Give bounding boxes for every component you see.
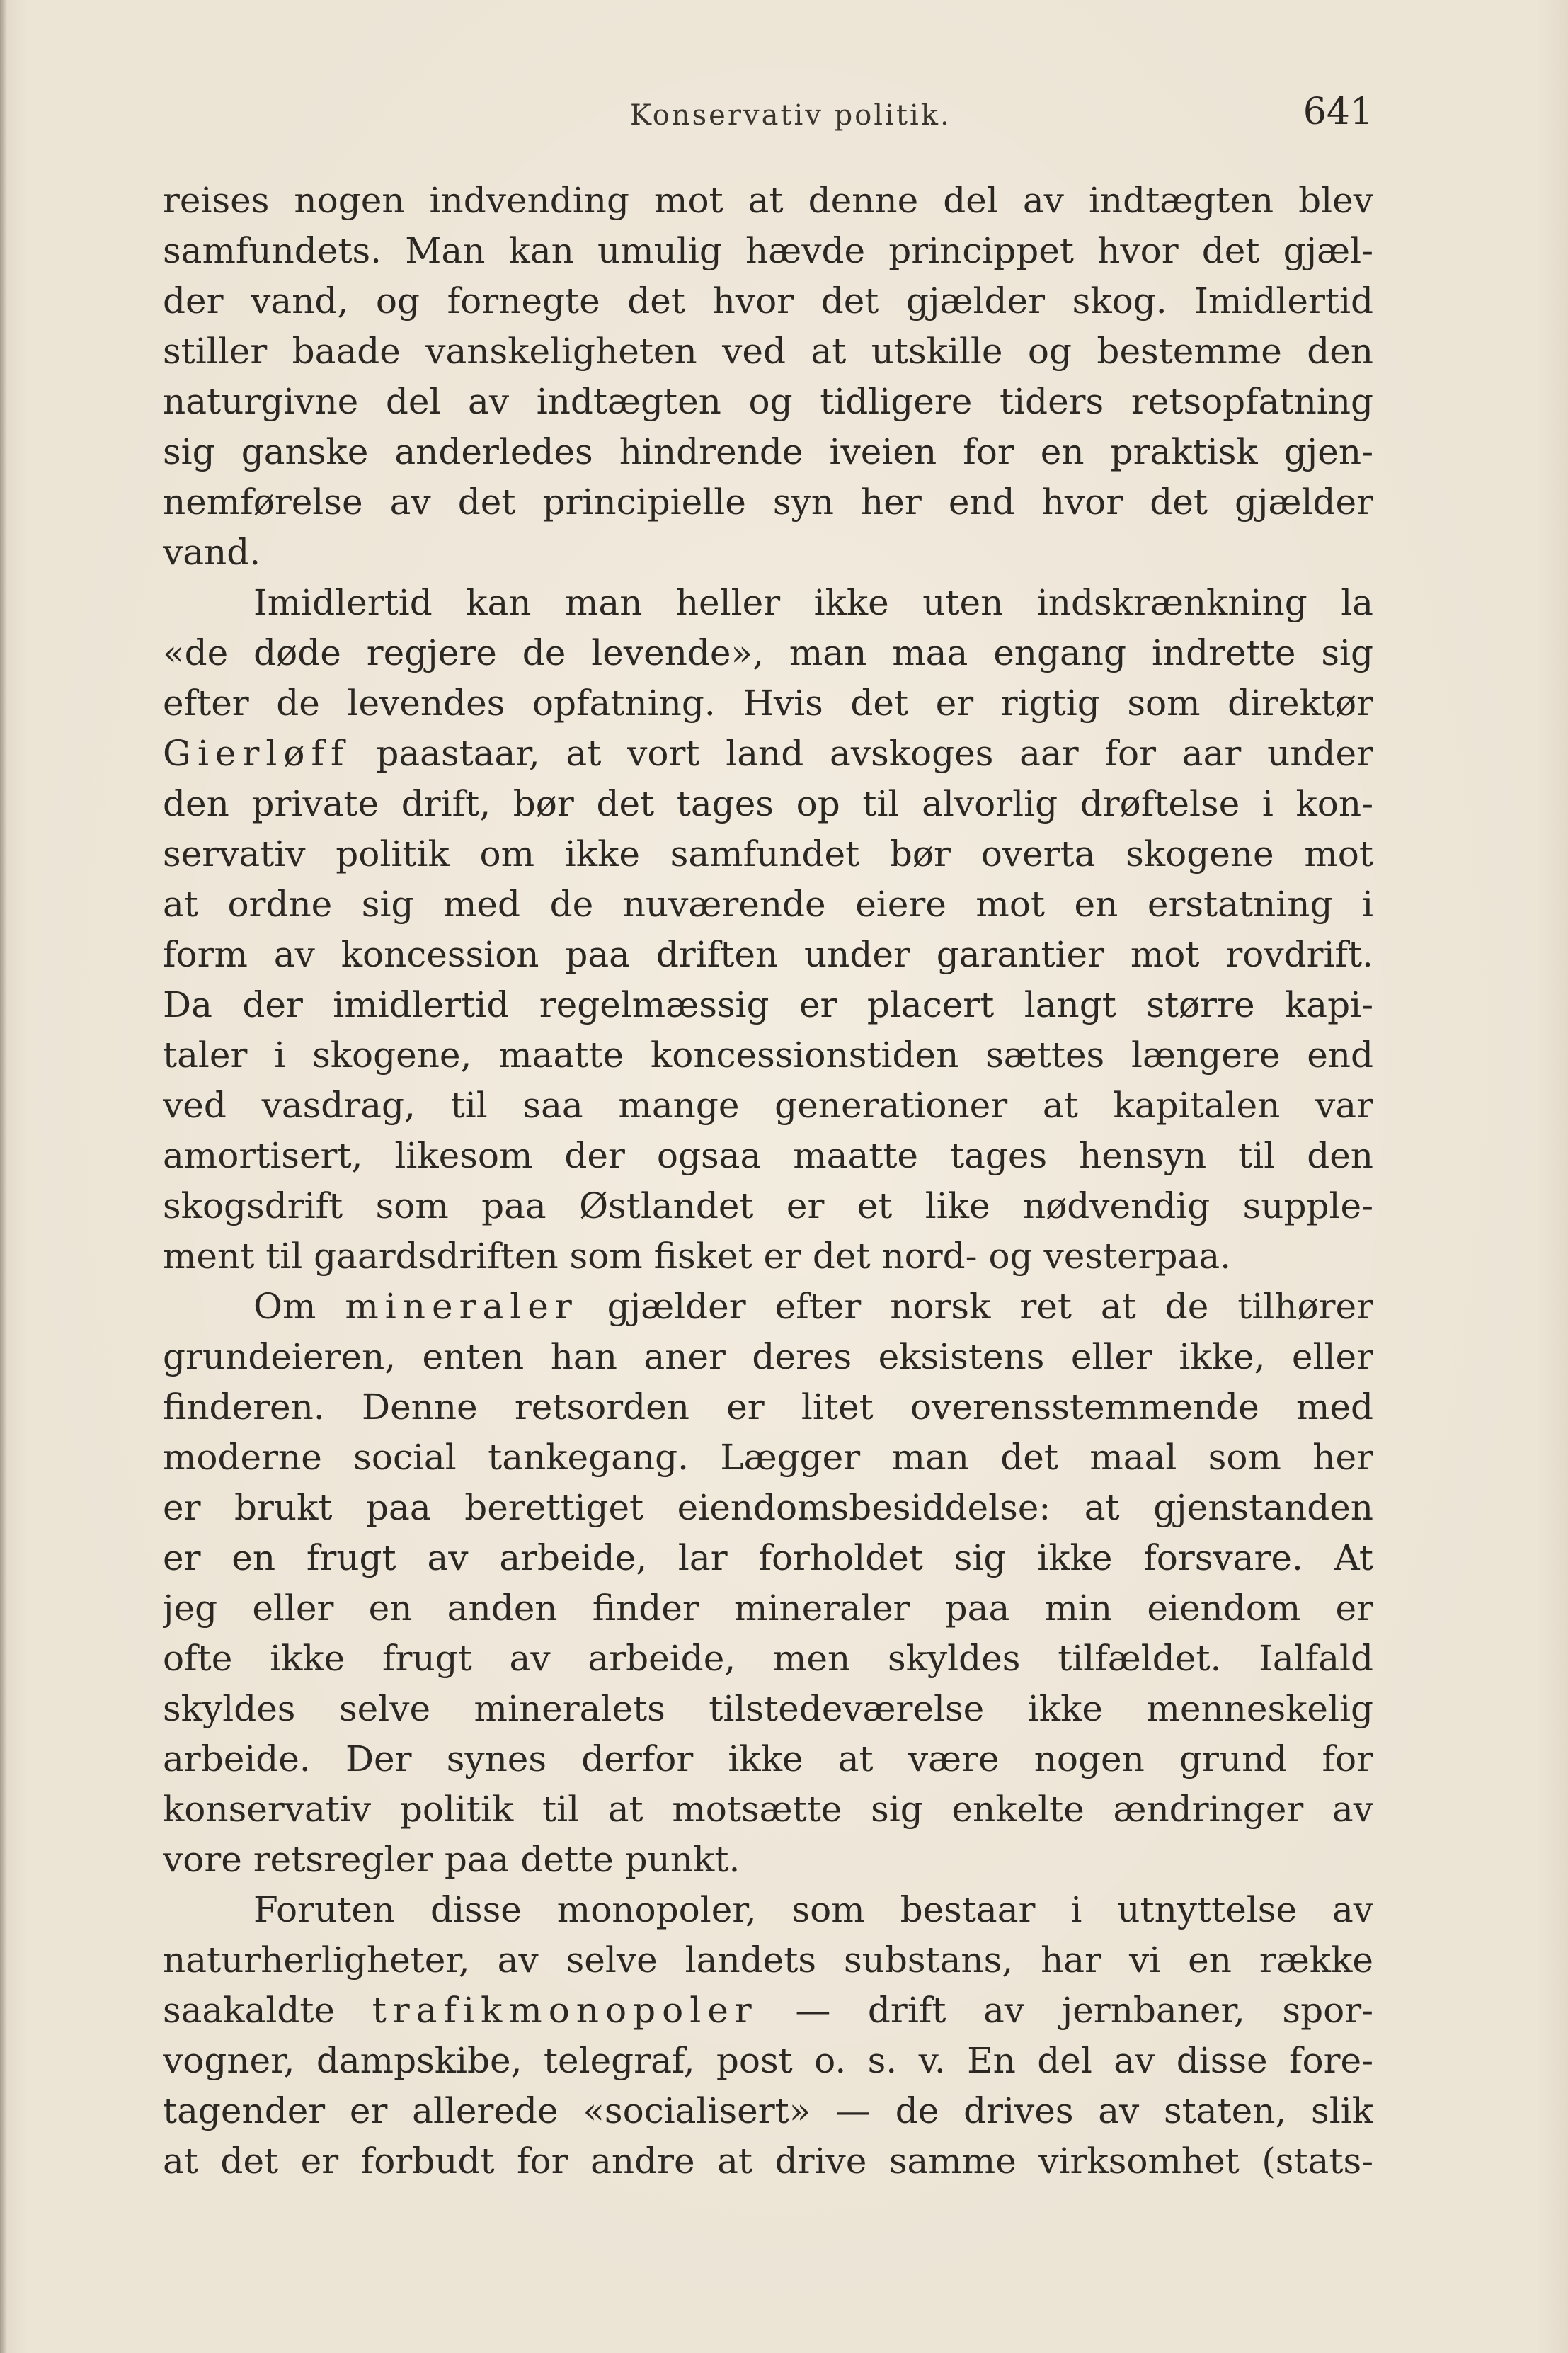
text-line: efter de levendes opfatning. Hvis det er rigtig som direktør — [163, 683, 1373, 724]
text-line: sig ganske anderledes hindrende iveien for en praktisk gjen- — [163, 431, 1373, 472]
text-line: er en frugt av arbeide, lar forholdet sig ikke forsvare. At — [163, 1537, 1373, 1578]
running-title: Konservativ politik. — [630, 99, 951, 132]
body-text — [163, 176, 1373, 2187]
text-line: servativ politik om ikke samfundet bør overta skogene mot — [163, 833, 1373, 874]
text-line: nemførelse av det principielle syn her end hvor det gjælder — [163, 482, 1373, 523]
text-line: naturherligheter, av selve landets substans, har vi en række — [163, 1939, 1373, 1981]
page-number: 641 — [1303, 91, 1373, 133]
line-post: paastaar, at vort land avskoges aar for aar under — [350, 733, 1373, 774]
line-post: gjælder efter norsk ret at de tilhører — [578, 1286, 1373, 1327]
text-line: ofte ikke frugt av arbeide, men skyldes tilfældet. Ialfald — [163, 1638, 1373, 1679]
text-line: moderne social tankegang. Lægger man det maal som her — [163, 1437, 1373, 1478]
text-line: amortisert, likesom der ogsaa maatte tages hensyn til den — [163, 1135, 1373, 1176]
emphasized-name: Gierløff — [163, 733, 350, 774]
text-line: er brukt paa berettiget eiendomsbesiddelse: at gjenstanden — [163, 1487, 1373, 1528]
text-line: jeg eller en anden finder mineraler paa min eiendom er — [163, 1588, 1373, 1629]
text-line: den private drift, bør det tages op til alvorlig drøftelse i kon- — [163, 783, 1373, 824]
spine-shadow — [0, 0, 7, 2353]
text-line: tagender er allerede «socialisert» — de drives av staten, slik — [163, 2090, 1373, 2131]
text-line: «de døde regjere de levende», man maa engang indrette sig — [163, 632, 1373, 673]
text-line: at det er forbudt for andre at drive samme virksomhet (stats- — [163, 2141, 1373, 2182]
text-line: grundeieren, enten han aner deres eksistens eller ikke, eller — [163, 1336, 1373, 1377]
text-line: naturgivne del av indtægten og tidligere tiders retsopfatning — [163, 381, 1373, 422]
text-line — [163, 729, 1373, 779]
text-line: samfundets. Man kan umulig hævde princippet hvor det gjæl- — [163, 230, 1373, 271]
text-line: konservativ politik til at motsætte sig enkelte ændringer av — [163, 1789, 1373, 1830]
text-line: der vand, og fornegte det hvor det gjælder skog. Imidlertid — [163, 280, 1373, 321]
text-line: skogsdrift som paa Østlandet er et like nødvendig supple- — [163, 1185, 1373, 1226]
text-line — [163, 1282, 1373, 1332]
text-line: vore retsregler paa dette punkt. — [163, 1839, 740, 1880]
text-line: Imidlertid kan man heller ikke uten indskrænkning la — [253, 582, 1373, 623]
text-line: form av koncession paa driften under garantier mot rovdrift. — [163, 934, 1373, 975]
text-line: at ordne sig med de nuværende eiere mot en erstatning i — [163, 884, 1373, 925]
text-line: taler i skogene, maatte koncessionstiden sættes længere end — [163, 1035, 1373, 1076]
text-line: Da der imidlertid regelmæssig er placert langt større kapi- — [163, 984, 1373, 1025]
text-line: arbeide. Der synes derfor ikke at være nogen grund for — [163, 1738, 1373, 1779]
text-line: ved vasdrag, til saa mange generationer at kapitalen var — [163, 1085, 1373, 1126]
text-line — [163, 1985, 1373, 2036]
text-line: reises nogen indvending mot at denne del av indtægten blev — [163, 180, 1373, 221]
text-line: stiller baade vanskeligheten ved at utskille og bestemme den — [163, 331, 1373, 372]
emphasized-term: trafikmonopoler — [372, 1990, 758, 2031]
line-pre: saakaldte — [163, 1990, 372, 2031]
line-pre: Om — [253, 1286, 345, 1327]
text-line: finderen. Denne retsorden er litet overensstemmende med — [163, 1386, 1373, 1428]
text-line: Foruten disse monopoler, som bestaar i utnyttelse av — [253, 1889, 1373, 1930]
text-line: skyldes selve mineralets tilstedeværelse ikke menneskelig — [163, 1688, 1373, 1729]
emphasized-term: mineraler — [345, 1286, 578, 1327]
page-header — [163, 91, 1373, 147]
text-line: vand. — [163, 532, 261, 573]
text-line: vogner, dampskibe, telegraf, post o. s. v. En del av disse fore- — [163, 2040, 1373, 2081]
text-line: ment til gaardsdriften som fisket er det nord- og vesterpaa. — [163, 1236, 1232, 1277]
line-post: — drift av jernbaner, spor- — [757, 1990, 1373, 2031]
